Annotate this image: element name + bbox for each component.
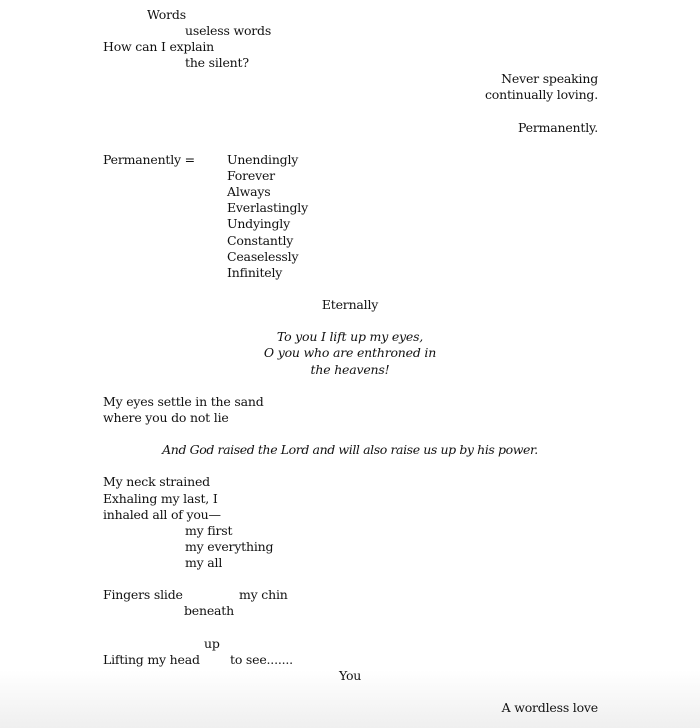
verse-line: And God raised the Lord and will also raise us up by his power.	[162, 442, 538, 457]
poem-line: Lifting my head	[103, 652, 200, 667]
poem-line: my chin	[239, 587, 288, 602]
poem-line: beneath	[184, 603, 234, 618]
poem-line: my all	[185, 555, 223, 570]
poem-line: You	[339, 668, 362, 683]
synonym: Everlastingly	[227, 200, 308, 215]
poem-line: continually loving.	[485, 87, 598, 102]
poem-line: Words	[147, 7, 186, 22]
synonym: Unendingly	[227, 152, 299, 167]
poem-line: Permanently.	[517, 120, 598, 135]
poem-line: inhaled all of you—	[103, 507, 221, 522]
poem-line: How can I explain	[103, 39, 215, 54]
psalm-line: O you who are enthroned in	[263, 345, 437, 360]
synonym: Infinitely	[227, 265, 283, 280]
poem-line: Exhaling my last, I	[103, 491, 218, 506]
synonym: Constantly	[227, 233, 294, 248]
poem-line: My neck strained	[103, 474, 210, 489]
poem-line: Fingers slide	[103, 587, 183, 602]
synonym: Undyingly	[227, 216, 290, 231]
poem-line: My eyes settle in the sand	[103, 394, 264, 409]
poem-line: Eternally	[321, 297, 379, 312]
definition-term: Permanently =	[103, 152, 195, 167]
poem-line: my first	[185, 523, 233, 538]
synonym: Forever	[227, 168, 275, 183]
poem-line: useless words	[185, 23, 272, 38]
poem-line: to see.......	[230, 652, 293, 667]
psalm-line: the heavens!	[310, 362, 390, 377]
poem-line: the silent?	[185, 55, 249, 70]
poem-line: Never speaking	[501, 71, 598, 86]
synonym: Ceaselessly	[227, 249, 299, 264]
poem-line: my everything	[185, 539, 274, 554]
psalm-line: To you I lift up my eyes,	[276, 329, 424, 344]
poem-line: where you do not lie	[103, 410, 229, 425]
poem-line: up	[204, 636, 220, 651]
poem-line: A wordless love	[501, 700, 598, 715]
synonym: Always	[227, 184, 271, 199]
